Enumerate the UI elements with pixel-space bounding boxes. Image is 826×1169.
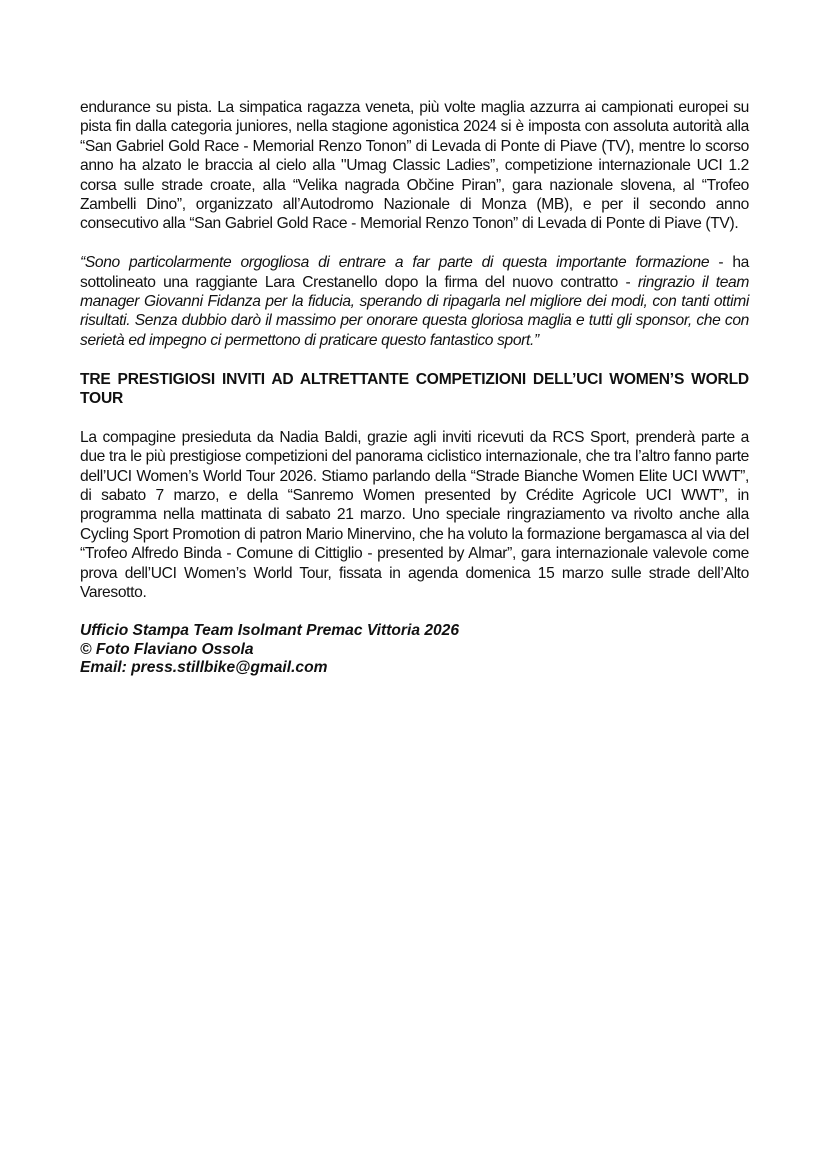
document-page <box>80 98 749 678</box>
signature-block <box>80 622 749 678</box>
paragraph-race-results: endurance su pista. La simpatica ragazza veneta, più volte maglia azzurra ai campionati europei su pista fin dalla categoria juniores, nella stagione agonistica 2024 si è imposta con assoluta autorità alla “San Gabriel Gold Race - Memorial Renzo Tonon” di Levada di Ponte di Piave (TV), mentre lo scorso anno ha alzato le braccia al cielo alla "Umag Classic Ladies”, competizione internazionale UCI 1.2 corsa sulle strade croate, alla “Velika nagrada Občine Piran”, gara nazionale slovena, al “Trofeo Zambelli Dino”, organizzato all’Autodromo Nazionale di Monza (MB), e per il secondo anno consecutivo alla “San Gabriel Gold Race - Memorial Renzo Tonon” di Levada di Ponte di Piave (TV). <box>80 99 749 233</box>
quote-part-2: ringrazio il team manager Giovanni Fidanza per la fiducia, sperando di ripagarla nel migliore dei modi, con tanti ottimi risultati. Senza dubbio darò il massimo per onorare questa gloriosa maglia e tutti gli sponsor, che con serietà ed impegno ci permettono di praticare questo fantastico sport.” <box>80 273 749 349</box>
quote-part-1: “Sono particolarmente orgogliosa di entrare a far parte di questa importante formazione <box>80 254 710 272</box>
photo-credit-line: © Foto Flaviano Ossola <box>80 640 254 658</box>
paragraph-athlete-quote <box>80 253 749 350</box>
press-office-line: Ufficio Stampa Team Isolmant Premac Vittoria 2026 <box>80 621 460 639</box>
paragraph-invitations: La compagine presieduta da Nadia Baldi, grazie agli inviti ricevuti da RCS Sport, prenderà parte a due tra le più prestigiose competizioni del panorama ciclistico internazionale, che tra l’altro fanno parte dell’UCI Women’s World Tour 2026. Stiamo parlando della “Strade Bianche Women Elite UCI WWT”, di sabato 7 marzo, e della “Sanremo Women presented by Crédite Agricole UCI WWT”, in programma nella mattinata di sabato 21 marzo. Uno speciale ringraziamento va rivolto anche alla Cycling Sport Promotion di patron Mario Minervino, che ha voluto la formazione bergamasca al via del “Trofeo Alfredo Binda - Comune di Cittiglio - presented by Almar”, gara internazionale valevole come prova dell’UCI Women’s World Tour, fissata in agenda domenica 15 marzo sulle strade dell’Alto Varesotto. <box>80 428 749 602</box>
section-heading: TRE PRESTIGIOSI INVITI AD ALTRETTANTE COMPETIZIONI DELL’UCI WOMEN’S WORLD TOUR <box>80 370 749 408</box>
email-line: Email: press.stillbike@gmail.com <box>80 659 328 677</box>
quote-narration: - ha sottolineato una raggiante Lara Crestanello dopo la firma del nuovo contratto - <box>80 254 750 291</box>
